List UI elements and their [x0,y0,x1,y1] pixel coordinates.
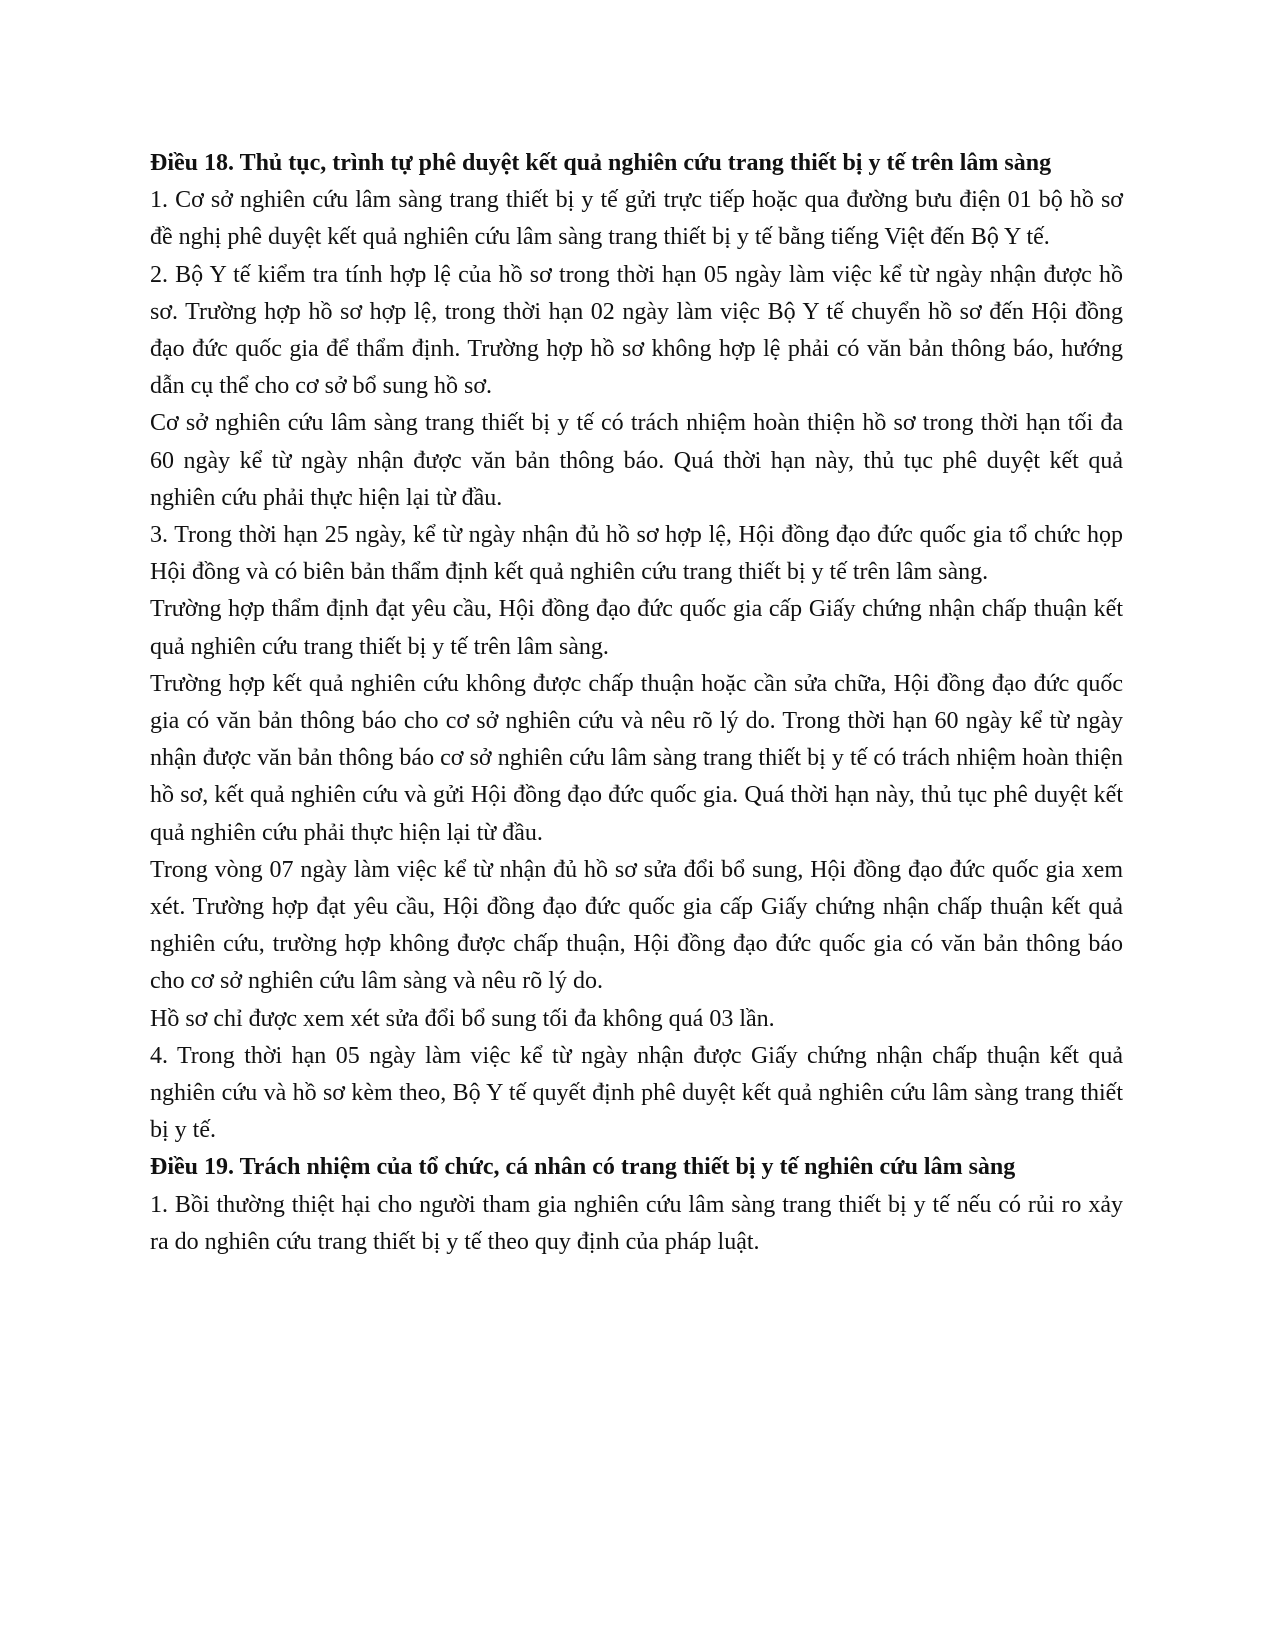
article-18-paragraph-4: 3. Trong thời hạn 25 ngày, kể từ ngày nhận đủ hồ sơ hợp lệ, Hội đồng đạo đức quốc gia tổ chức họp Hội đồng và có biên bản thẩm định kết quả nghiên cứu trang thiết bị y tế trên lâm sàng. [150,522,1123,586]
article-18-paragraph-8: Hồ sơ chỉ được xem xét sửa đổi bổ sung tối đa không quá 03 lần. [150,1005,775,1032]
article-18-paragraph-6: Trường hợp kết quả nghiên cứu không được chấp thuận hoặc cần sửa chữa, Hội đồng đạo đức quốc gia có văn bản thông báo cho cơ sở nghiên cứu và nêu rõ lý do. Trong thời hạn 60 ngày kể từ ngày nhận được văn bản thông báo cơ sở nghiên cứu lâm sàng trang thiết bị y tế có trách nhiệm hoàn thiện hồ sơ, kết quả nghiên cứu và gửi Hội đồng đạo đức quốc gia. Quá thời hạn này, thủ tục phê duyệt kết quả nghiên cứu phải thực hiện lại từ đầu. [150,670,1123,846]
article-18-paragraph-9: 4. Trong thời hạn 05 ngày làm việc kể từ ngày nhận được Giấy chứng nhận chấp thuận kết quả nghiên cứu và hồ sơ kèm theo, Bộ Y tế quyết định phê duyệt kết quả nghiên cứu lâm sàng trang thiết bị y tế. [150,1042,1123,1144]
article-18-paragraph-5: Trường hợp thẩm định đạt yêu cầu, Hội đồng đạo đức quốc gia cấp Giấy chứng nhận chấp thuận kết quả nghiên cứu trang thiết bị y tế trên lâm sàng. [150,596,1123,660]
article-18-heading: Điều 18. Thủ tục, trình tự phê duyệt kết quả nghiên cứu trang thiết bị y tế trên lâm sàng [150,150,1052,176]
article-18-paragraph-3: Cơ sở nghiên cứu lâm sàng trang thiết bị y tế có trách nhiệm hoàn thiện hồ sơ trong thời hạn tối đa 60 ngày kể từ ngày nhận được văn bản thông báo. Quá thời hạn này, thủ tục phê duyệt kết quả nghiên cứu phải thực hiện lại từ đầu. [150,410,1123,511]
article-19-paragraph-1: 1. Bồi thường thiệt hại cho người tham gia nghiên cứu lâm sàng trang thiết bị y tế nếu có rủi ro xảy ra do nghiên cứu trang thiết bị y tế theo quy định của pháp luật. [150,1191,1123,1255]
article-18-paragraph-7: Trong vòng 07 ngày làm việc kể từ nhận đủ hồ sơ sửa đổi bổ sung, Hội đồng đạo đức quốc gia xem xét. Trường hợp đạt yêu cầu, Hội đồng đạo đức quốc gia cấp Giấy chứng nhận chấp thuận kết quả nghiên cứu, trường hợp không được chấp thuận, Hội đồng đạo đức quốc gia có văn bản thông báo cho cơ sở nghiên cứu lâm sàng và nêu rõ lý do. [150,856,1123,995]
article-18-paragraph-1: 1. Cơ sở nghiên cứu lâm sàng trang thiết bị y tế gửi trực tiếp hoặc qua đường bưu điện 01 bộ hồ sơ đề nghị phê duyệt kết quả nghiên cứu lâm sàng trang thiết bị y tế bằng tiếng Việt đến Bộ Y tế. [150,187,1123,251]
article-19-heading: Điều 19. Trách nhiệm của tổ chức, cá nhân có trang thiết bị y tế nghiên cứu lâm sàng [150,1154,1016,1181]
article-18-paragraph-2: 2. Bộ Y tế kiểm tra tính hợp lệ của hồ sơ trong thời hạn 05 ngày làm việc kể từ ngày nhận được hồ sơ. Trường hợp hồ sơ hợp lệ, trong thời hạn 02 ngày làm việc Bộ Y tế chuyển hồ sơ đến Hội đồng đạo đức quốc gia để thẩm định. Trường hợp hồ sơ không hợp lệ phải có văn bản thông báo, hướng dẫn cụ thể cho cơ sở bổ sung hồ sơ. [150,261,1123,400]
document-page [150,145,1123,1261]
